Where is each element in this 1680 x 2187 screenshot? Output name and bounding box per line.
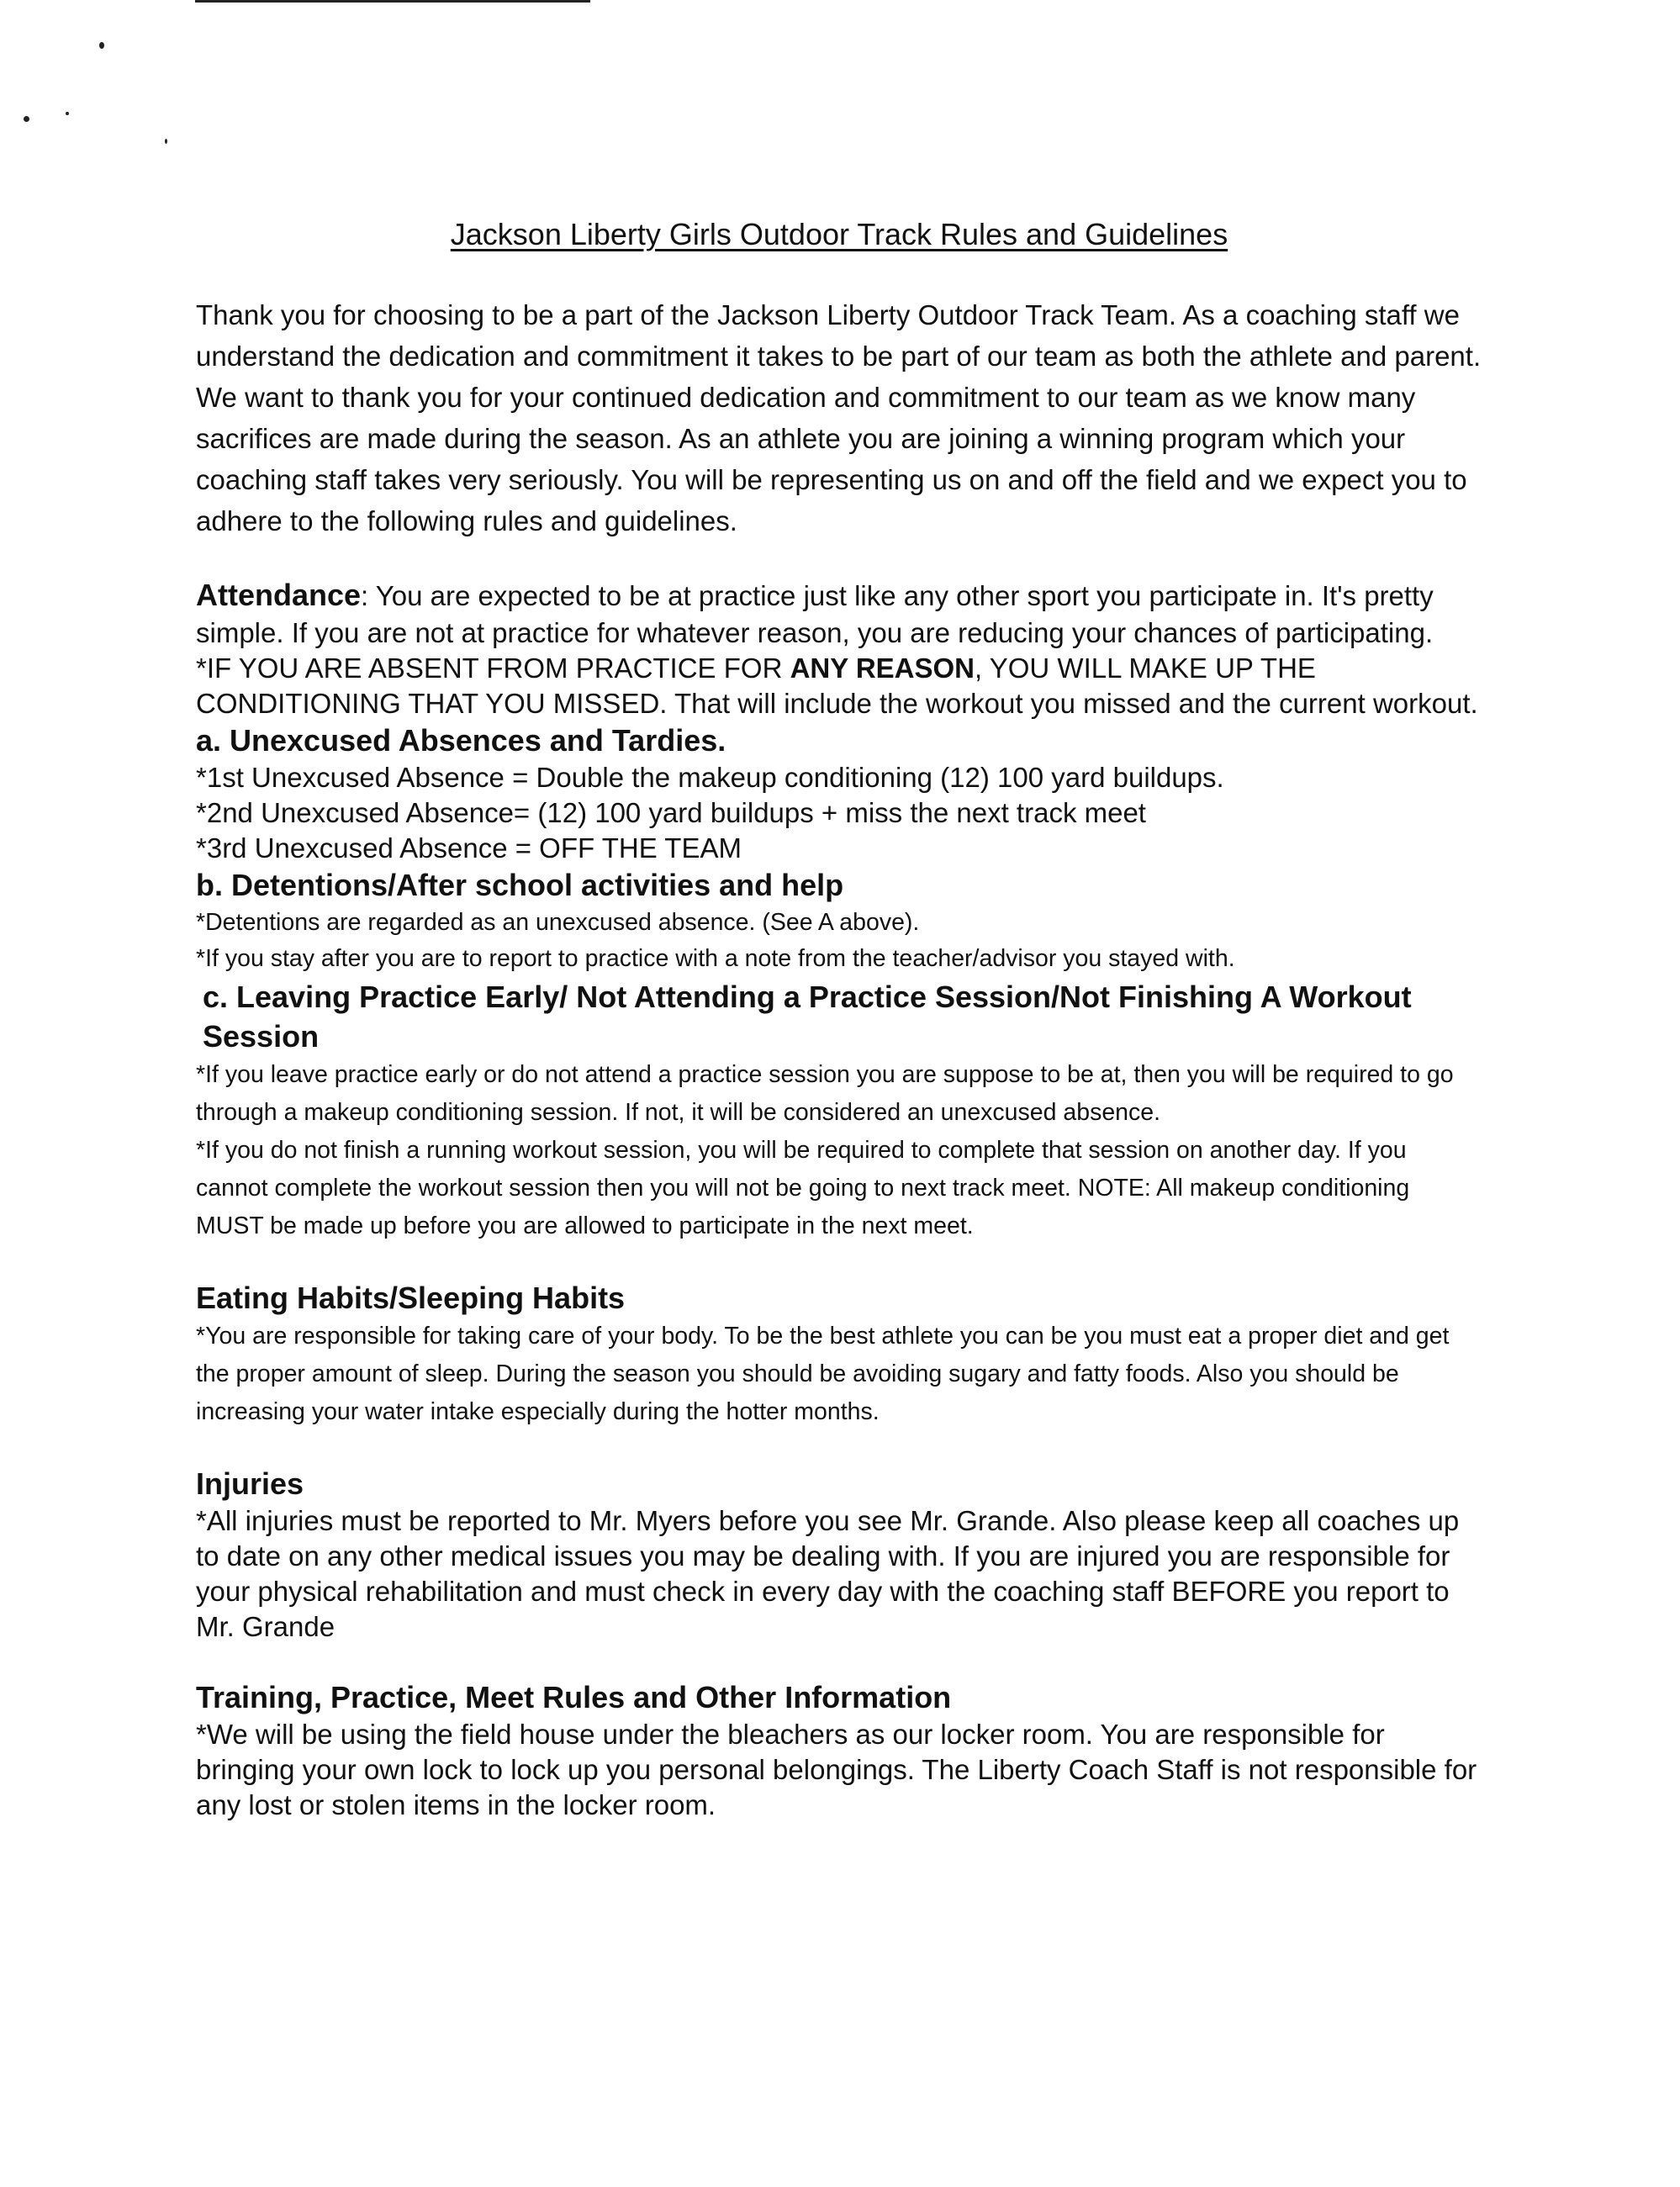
- scan-speck: [99, 42, 104, 49]
- absent-rule-bold: ANY REASON: [790, 652, 975, 684]
- attendance-absent-rule: [196, 651, 1482, 721]
- training-heading: Training, Practice, Meet Rules and Other Information: [196, 1680, 952, 1714]
- list-item: *Detentions are regarded as an unexcused absence. (See A above).: [196, 909, 920, 936]
- unexcused-absences-heading: a. Unexcused Absences and Tardies.: [196, 723, 726, 758]
- list-item: *If you stay after you are to report to practice with a note from the teacher/advisor you stayed with.: [196, 945, 1235, 972]
- attendance-heading: Attendance: [196, 578, 362, 612]
- absent-rule-suffix: , YOU WILL MAKE UP THE CONDITIONING THAT YOU MISSED. That will include the workout you missed and the current workout.: [196, 652, 1478, 719]
- training-text: *We will be using the field house under the bleachers as our locker room. You are responsible for bringing your own lock to lock up you personal belongings. The Liberty Coach Staff is not responsible for any lost or stolen items in the locker room.: [196, 1719, 1477, 1820]
- list-item: *1st Unexcused Absence = Double the makeup conditioning (12) 100 yard buildups.: [196, 762, 1224, 793]
- eating-text: *You are responsible for taking care of your body. To be the best athlete you can be you must eat a proper diet and get the proper amount of sleep. During the season you should be avoiding sugary and fatty foods. Also you should be increasing your water intake especially during the hotter months.: [196, 1323, 1450, 1425]
- document-title: Jackson Liberty Girls Outdoor Track Rules and Guidelines: [450, 217, 1228, 251]
- intro-paragraph: Thank you for choosing to be a part of the Jackson Liberty Outdoor Track Team. As a coaching staff we understand the dedication and commitment it takes to be part of our team as both the athlete and parent. We want to thank you for your continued dedication and commitment to our team as we know many sacrifices are made during the season. As an athlete you are joining a winning program which your coaching staff takes very seriously. You will be representing us on and off the field and we expect you to adhere to the following rules and guidelines.: [196, 299, 1482, 536]
- attendance-paragraph: [196, 575, 1482, 651]
- leaving-practice-heading: c. Leaving Practice Early/ Not Attending a Practice Session/Not Finishing A Workout Session: [203, 980, 1412, 1054]
- injuries-heading: Injuries: [196, 1466, 304, 1501]
- scan-speck: [165, 139, 167, 144]
- list-item: *If you leave practice early or do not attend a practice session you are suppose to be at, then you will be required to go through a makeup conditioning session. If not, it will be considered an unexcused absence.: [196, 1061, 1454, 1126]
- attendance-text: : You are expected to be at practice just like any other sport you participate in. It's pretty simple. If you are not at practice for whatever reason, you are reducing your chances of participating.: [196, 580, 1434, 648]
- list-item: *If you do not finish a running workout session, you will be required to complete that session on another day. If you cannot complete the workout session then you will not be going to next track meet. NOTE: All makeup conditioning MUST be made up before you are allowed to participate in the next meet.: [196, 1137, 1410, 1239]
- list-item: *2nd Unexcused Absence= (12) 100 yard buildups + miss the next track meet: [196, 797, 1146, 828]
- scan-speck: [24, 116, 29, 122]
- injuries-text: *All injuries must be reported to Mr. Myers before you see Mr. Grande. Also please keep all coaches up to date on any other medical issues you may be dealing with. If you are injured you are responsible for your physical rehabilitation and must check in every day with the coaching staff BEFORE you report to Mr. Grande: [196, 1505, 1460, 1642]
- scan-top-line: [195, 0, 590, 3]
- absent-rule-prefix: *IF YOU ARE ABSENT FROM PRACTICE FOR: [196, 652, 790, 684]
- document-page: [196, 217, 1482, 1823]
- list-item: *3rd Unexcused Absence = OFF THE TEAM: [196, 832, 742, 864]
- eating-heading: Eating Habits/Sleeping Habits: [196, 1281, 626, 1315]
- scan-speck: [66, 112, 69, 115]
- detentions-heading: b. Detentions/After school activities and help: [196, 868, 844, 902]
